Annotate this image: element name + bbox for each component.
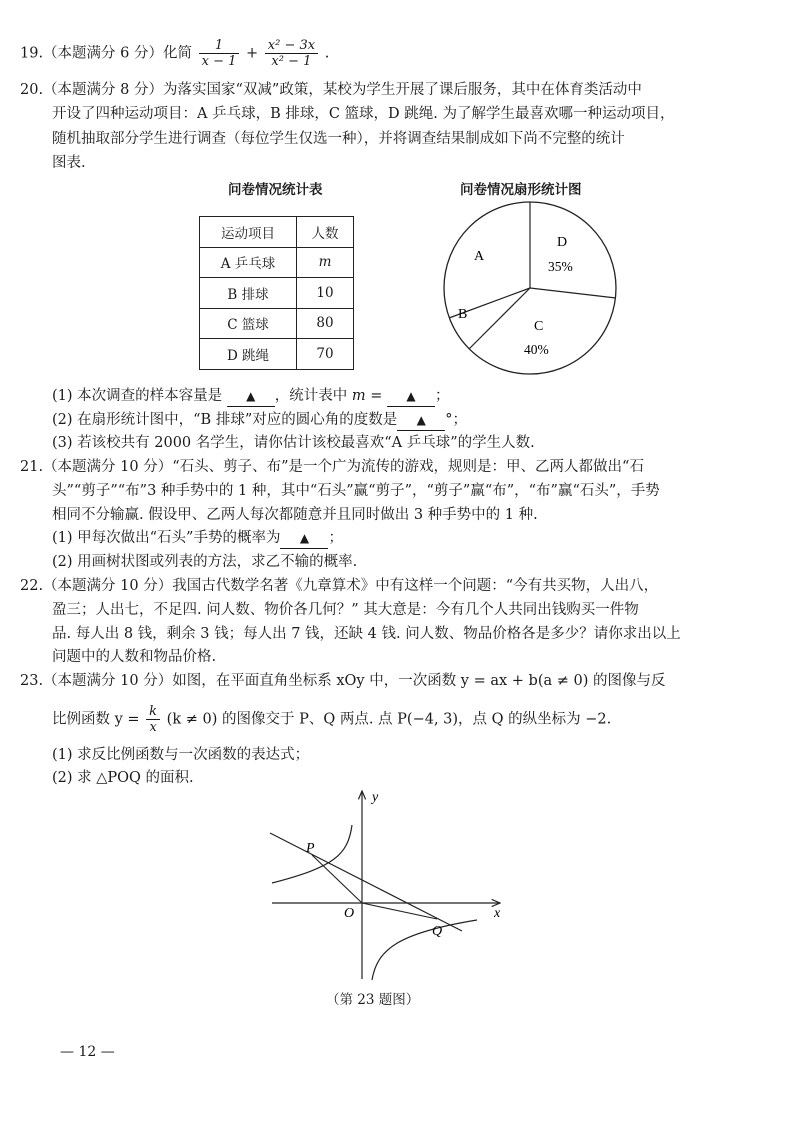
table-cell: m <box>297 247 354 278</box>
triangle-marker-icon: ▲ <box>246 389 256 403</box>
pie-divider-cd <box>530 288 616 298</box>
q20-sub2: (2) 在扇形统计图中，“B 排球”对应的圆心角的度数是 ▲ °； <box>52 410 467 431</box>
q23-sub1: (1) 求反比例函数与一次函数的表达式； <box>52 747 310 763</box>
q22-line-3: 品. 每人出 8 钱，剩余 3 钱；每人出 7 钱，还缺 4 钱. 问人数、物品价格各是多少？请你求出以上 <box>52 626 681 642</box>
linear-function-line <box>270 833 462 931</box>
table-cell: C 篮球 <box>200 308 297 339</box>
answer-blank <box>387 386 435 407</box>
table-cell: A 乒乓球 <box>200 247 297 278</box>
table-row <box>200 247 354 278</box>
triangle-marker-icon: ▲ <box>406 389 416 403</box>
table-row <box>200 339 354 370</box>
pie-label-c: C <box>534 319 544 334</box>
answer-blank <box>227 386 275 407</box>
q20-line-4: 图表. <box>52 155 86 171</box>
answer-blank <box>280 528 328 549</box>
pie-chart-title: 问卷情况扇形统计图 <box>460 182 582 198</box>
q19-line: 19.（本题满分 6 分）化简 $\frac{1}{x - 1}$ + $\frac{\text{x² − 3x}}{\text{x² − 1}}$ . <box>20 38 330 69</box>
q19-prefix: 19.（本题满分 6 分）化简 <box>20 45 193 62</box>
q22-line-4: 问题中的人数和物品价格. <box>52 649 217 665</box>
table-cell: 80 <box>297 308 354 339</box>
q21-line-1: 21.（本题满分 10 分）“石头、剪子、布”是一个广为流传的游戏，规则是：甲、乙两人都做出“石 <box>20 459 644 475</box>
plus-sign: + <box>246 45 259 62</box>
pie-divider-bc <box>469 288 530 349</box>
triangle-marker-icon: ▲ <box>416 413 426 427</box>
pie-label-b: B <box>458 307 468 322</box>
figure-caption: （第 23 题图） <box>326 992 420 1008</box>
table-cell: B 排球 <box>200 278 297 309</box>
segment-op <box>312 855 362 903</box>
x-axis-label: x <box>494 906 501 921</box>
pie-label-a: A <box>474 249 485 264</box>
q23-line-1: 23.（本题满分 10 分）如图，在平面直角坐标系 xOy 中，一次函数 y = ax + b(a ≠ 0) 的图像与反 <box>20 673 666 689</box>
q23-line-2: 比例函数 y = $\frac{k}{x}$ (k ≠ 0) 的图像交于 P、Q 两点. 点 P(−4, 3)，点 Q 的纵坐标为 −2. <box>52 704 612 735</box>
q22-line-2: 盈三；人出七，不足四. 问人数、物价各几何？” 其大意是：今有几个人共同出钱购买一件物 <box>52 602 639 618</box>
q20-line-1: 20.（本题满分 8 分）为落实国家“双减”政策，某校为学生开展了课后服务，其中在体育类活动中 <box>20 82 642 98</box>
origin-label: O <box>344 906 355 921</box>
q21-sub2: (2) 用画树状图或列表的方法，求乙不输的概率. <box>52 554 358 570</box>
pie-chart <box>440 198 620 378</box>
table-cell: 10 <box>297 278 354 309</box>
table-header-cell: 运动项目 <box>200 217 297 248</box>
hyperbola-branch-4th-quadrant <box>372 920 477 980</box>
table-cell: 70 <box>297 339 354 370</box>
answer-blank <box>397 410 445 431</box>
y-axis-label: y <box>372 790 379 805</box>
coordinate-graph <box>262 785 512 985</box>
table-title: 问卷情况统计表 <box>228 182 323 198</box>
pie-percent-d: 35% <box>548 259 573 274</box>
table-row <box>200 308 354 339</box>
q19-fraction-1: $\frac{1}{x - 1}$ <box>199 38 240 69</box>
q23-sub2: (2) 求 △POQ 的面积. <box>52 770 194 786</box>
pie-percent-c: 40% <box>524 342 549 357</box>
q20-sub3: (3) 若该校共有 2000 名学生，请你估计该校最喜欢“A 乒乓球”的学生人数. <box>52 435 535 451</box>
q21-line-3: 相同不分输赢. 假设甲、乙两人每次都随意并且同时做出 3 种手势中的 1 种. <box>52 507 538 523</box>
table-header-row <box>200 217 354 248</box>
statistics-table <box>199 216 354 370</box>
q20-line-3: 随机抽取部分学生进行调查（每位学生仅选一种），并将调查结果制成如下尚不完整的统计 <box>52 131 625 147</box>
q22-line-1: 22.（本题满分 10 分）我国古代数学名著《九章算术》中有这样一个问题：“今有共买物，人出八， <box>20 578 659 594</box>
point-q-label: Q <box>432 924 443 939</box>
q20-sub1: (1) 本次调查的样本容量是 ▲ ，统计表中 m = ▲ ； <box>52 386 450 407</box>
triangle-marker-icon: ▲ <box>299 531 310 545</box>
q21-sub1: (1) 甲每次做出“石头”手势的概率为 ▲ ； <box>52 528 343 549</box>
page-number: — 12 — <box>60 1044 115 1060</box>
segment-oq <box>362 903 437 919</box>
q19-fraction-2: $\frac{\text{x² − 3x}}{\text{x² − 1}}$ <box>265 38 318 69</box>
table-cell: D 跳绳 <box>200 339 297 370</box>
pie-label-d: D <box>557 235 568 250</box>
q20-line-2: 开设了四种运动项目：A 乒乓球，B 排球，C 篮球，D 跳绳. 为了解学生最喜欢哪一种运动项目， <box>52 106 675 122</box>
table-header-cell: 人数 <box>297 217 354 248</box>
table-row <box>200 278 354 309</box>
q21-line-2: 头”“剪子”“布”3 种手势中的 1 种，其中“石头”赢“剪子”，“剪子”赢“布”，“布”赢“石头”，手势 <box>52 483 660 499</box>
q23-fraction: $\frac{k}{x}$ <box>146 704 160 735</box>
point-p-label: P <box>306 841 315 856</box>
